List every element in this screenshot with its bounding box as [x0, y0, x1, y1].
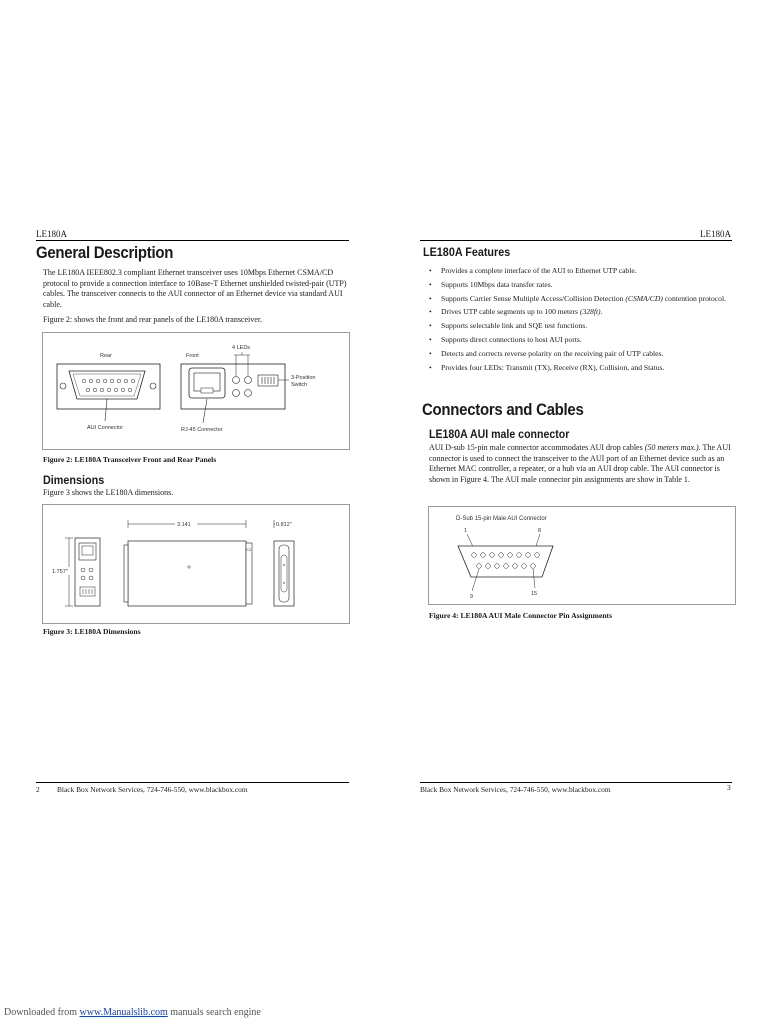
manualslib-link[interactable]: www.Manualslib.com [79, 1007, 168, 1018]
width-dimension-label: 3.141 [177, 522, 191, 528]
right-footer-rule [420, 782, 732, 783]
right-page-number: 3 [727, 783, 731, 792]
rear-label: Rear [100, 353, 112, 359]
left-footer-rule [36, 782, 349, 783]
feature-item: • Supports Carrier Sense Multiple Access/Collision Detection (CSMA/CD) contention protocol. [429, 293, 726, 303]
pin1-label: 1 [464, 528, 468, 534]
left-footer-text: Black Box Network Services, 724-746-550, www.blackbox.com [57, 785, 248, 794]
figure3-dimensions-diagram [42, 504, 350, 624]
figure3-caption: Figure 3: LE180A Dimensions [43, 627, 141, 636]
rj45-connector-label: RJ-45 Connector [181, 427, 223, 433]
section-title-general-description: General Description [36, 243, 174, 262]
figure4-title: D-Sub 15-pin Male AUI Connector [456, 516, 547, 522]
feature-item: • Provides a complete interface of the AUI to Ethernet UTP cable. [429, 266, 637, 275]
pin9-label: 9 [470, 594, 474, 600]
aui-connector-shape [69, 371, 145, 399]
right-footer-text: Black Box Network Services, 724-746-550, www.blackbox.com [420, 785, 611, 794]
download-notice: Downloaded from www.Manualslib.com manuals search engine [4, 1007, 261, 1018]
aui-connector-label: AUI Connector [87, 425, 124, 431]
height-dimension-label: 1.757" [52, 569, 68, 575]
front-label: Front [186, 353, 199, 359]
features-list [428, 266, 734, 376]
figure2-caption: Figure 2: LE180A Transceiver Front and Rear Panels [43, 455, 217, 464]
left-header: LE180A [36, 229, 67, 239]
left-header-rule [36, 240, 349, 241]
section-title-features: LE180A Features [423, 245, 511, 259]
section-title-dimensions: Dimensions [43, 473, 105, 487]
feature-item: • Provides four LEDs: Transmit (TX), Receive (RX), Collision, and Status. [429, 362, 665, 372]
right-header-rule [420, 240, 732, 241]
depth-dimension-label: 0.812" [276, 522, 292, 528]
feature-item: • Supports selectable link and SQE test functions. [429, 321, 588, 331]
figure2-reference: Figure 2: shows the front and rear panels of the LE180A transceiver. [43, 315, 263, 324]
figure4-aui-connector-diagram [428, 506, 736, 605]
subsection-title-aui-connector: LE180A AUI male connector [429, 429, 570, 441]
feature-item: • Supports 10Mbps data transfer rates. [429, 279, 553, 289]
feature-item: • Supports direct connections to host AUI ports. [429, 334, 582, 344]
figure2-panel-diagram [42, 332, 350, 450]
aui-connector-description: AUI D-sub 15-pin male connector accommodates AUI drop cables (50 meters max.). The AUI connector is used to connect the transceiver to the AUI port of an Ethernet device such as an Ethernet MAC controller, a repeater, or a hub via an AUI drop cable. The AUI connector is shown in Figure 4. The AUI male connector pin assignments are show in Table 1. [429, 443, 731, 484]
leds-label: 4 LEDs [232, 345, 251, 351]
feature-item: • Detects and corrects reverse polarity on the receiving pair of UTP cables. [429, 348, 664, 358]
general-description-text: The LE180A IEEE802.3 compliant Ethernet transceiver uses 10Mbps Ethernet CSMA/CD protocol to provide a connection interface to 10Base-T Ethernet unshielded twisted-pair (UTP) cables. The transceiver connects to the AUI connector of an Ethernet device via standard AUI cable. [43, 268, 347, 309]
figure3-reference: Figure 3 shows the LE180A dimensions. [43, 488, 174, 497]
left-page-number: 2 [36, 785, 40, 794]
feature-item: • Drives UTP cable segments up to 100 meters (328ft). [429, 307, 603, 317]
figure4-caption: Figure 4: LE180A AUI Male Connector Pin Assignments [429, 611, 613, 620]
right-header: LE180A [700, 229, 731, 239]
switch-label-line2: Switch [291, 382, 308, 388]
pin8-label: 8 [538, 528, 542, 534]
dsub-connector-shape [458, 546, 553, 577]
switch-label-line1: 3-Position [291, 375, 316, 381]
pin15-label: 15 [531, 591, 538, 597]
section-title-connectors-and-cables: Connectors and Cables [422, 400, 584, 419]
svg-text:C2: C2 [246, 547, 252, 552]
